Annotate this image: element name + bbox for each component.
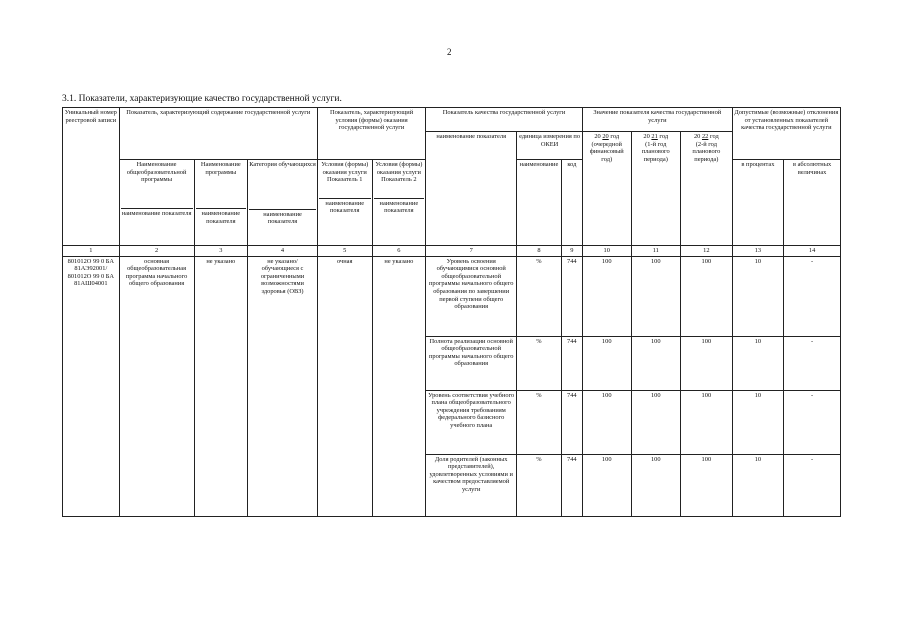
header-col3 — [194, 160, 248, 246]
indicator-abs: - — [784, 390, 841, 454]
header-col4 — [248, 160, 318, 246]
program: основная общеобразовательная программа начального общего образования — [119, 256, 194, 516]
column-numbers-row — [63, 246, 841, 257]
header-pct: в процентах — [732, 160, 784, 246]
indicator-unit: % — [517, 256, 562, 336]
year3-note: (2-й год планового периода) — [692, 140, 721, 163]
header-col6 — [372, 160, 426, 246]
section-title: 3.1. Показатели, характеризующие качество государственной услуги. — [62, 94, 342, 104]
indicator-code: 744 — [561, 390, 582, 454]
quality-indicators-table — [62, 107, 841, 517]
indicator-y1: 100 — [582, 336, 631, 390]
col-num-6: 6 — [372, 246, 426, 257]
year3-prefix: 20 — [693, 133, 701, 140]
header-conditions-indicator: Показатель, характеризующий условия (формы) оказания государственной услуги — [317, 108, 425, 160]
col-num-9: 9 — [561, 246, 582, 257]
header-year-1 — [582, 132, 631, 246]
indicator-name: Уровень освоения обучающимися основной общеобразовательной программы начального общего образования по завершении первой ступени общего образования — [426, 256, 517, 336]
header-year-3 — [681, 132, 733, 246]
col3-sub: наименование показателя — [196, 208, 247, 225]
year1-note: (очередной финансовый год) — [589, 140, 624, 163]
indicator-name: Полнота реализации основной общеобразовательной программы начального общего образования — [426, 336, 517, 390]
page-number: 2 — [447, 47, 452, 57]
header-deviations: Допустимые (возможные) отклонения от установленных показателей качества государственной услуги — [732, 108, 840, 160]
header-quality-indicator: Показатель качества государственной услуги — [426, 108, 583, 132]
indicator-y1: 100 — [582, 256, 631, 336]
year1-value: 20 — [602, 133, 609, 140]
year2-value: 21 — [651, 133, 658, 140]
indicator-pct: 10 — [732, 390, 784, 454]
year2-prefix: 20 — [643, 133, 650, 140]
indicator-pct: 10 — [732, 336, 784, 390]
year3-suffix: год — [709, 133, 719, 140]
header-unique-number: Уникальный номер реестровой записи — [63, 108, 120, 246]
indicator-y2: 100 — [631, 390, 681, 454]
col-num-7: 7 — [426, 246, 517, 257]
indicator-y1: 100 — [582, 454, 631, 516]
indicator-code: 744 — [561, 454, 582, 516]
col3-label: Наименование программы — [200, 161, 241, 176]
program-name: не указано — [194, 256, 248, 516]
indicator-abs: - — [784, 336, 841, 390]
form-1: очная — [317, 256, 372, 516]
indicator-y2: 100 — [631, 256, 681, 336]
indicator-y1: 100 — [582, 390, 631, 454]
header-unit-code: код — [561, 160, 582, 246]
indicator-name: Уровень соответствия учебного плана общеобразовательного учреждения требованиям федерального базисного учебного плана — [426, 390, 517, 454]
form-2: не указано — [372, 256, 426, 516]
indicator-unit: % — [517, 390, 562, 454]
col6-label: Условия (формы) оказания услуги Показатель 2 — [375, 161, 423, 184]
indicator-y3: 100 — [681, 256, 733, 336]
header-abs: в абсолютных величинах — [784, 160, 841, 246]
col6-sub: наименование показателя — [374, 198, 425, 215]
col-num-3: 3 — [194, 246, 248, 257]
indicator-y3: 100 — [681, 454, 733, 516]
indicator-abs: - — [784, 454, 841, 516]
indicator-abs: - — [784, 256, 841, 336]
header-year-2 — [631, 132, 681, 246]
header-unit-okei: единица измерения по ОКЕИ — [517, 132, 583, 160]
col-num-12: 12 — [681, 246, 733, 257]
indicator-code: 744 — [561, 336, 582, 390]
col-num-4: 4 — [248, 246, 318, 257]
year3-value: 22 — [701, 133, 709, 140]
category: не указано/ обучающиеся с ограниченными возможностями здоровья (ОВЗ) — [248, 256, 318, 516]
col-num-5: 5 — [317, 246, 372, 257]
indicator-y2: 100 — [631, 336, 681, 390]
header-quality-value: Значение показателя качества государственной услуги — [582, 108, 732, 132]
indicator-unit: % — [517, 336, 562, 390]
col2-label: Наименование общеобразовательной программы — [126, 161, 187, 184]
header-content-indicator: Показатель, характеризующий содержание государственной услуги — [119, 108, 317, 160]
col-num-13: 13 — [732, 246, 784, 257]
year1-suffix: год — [610, 133, 620, 140]
registry-number: 801012О 99 0 БА 81АЭ92001/ 801012О 99 0 БА 81АШ04001 — [63, 256, 120, 516]
indicator-name: Доля родителей (законных представителей), удовлетворенных условиями и качеством предоставляемой услуги — [426, 454, 517, 516]
col-num-8: 8 — [517, 246, 562, 257]
col4-sub: наименование показателя — [249, 209, 316, 226]
header-unit-name: наименование — [517, 160, 562, 246]
indicator-y3: 100 — [681, 336, 733, 390]
indicator-unit: % — [517, 454, 562, 516]
col-num-2: 2 — [119, 246, 194, 257]
indicator-pct: 10 — [732, 256, 784, 336]
header-col2 — [119, 160, 194, 246]
col-num-14: 14 — [784, 246, 841, 257]
header-indicator-name: наименование показателя — [426, 132, 517, 246]
indicator-y2: 100 — [631, 454, 681, 516]
col-num-11: 11 — [631, 246, 681, 257]
col5-sub: наименование показателя — [319, 198, 371, 215]
col-num-10: 10 — [582, 246, 631, 257]
year2-note: (1-й год планового периода) — [641, 140, 670, 163]
indicator-pct: 10 — [732, 454, 784, 516]
table-row — [63, 256, 841, 336]
year2-suffix: год — [659, 133, 669, 140]
year1-prefix: 20 — [594, 133, 601, 140]
col5-label: Условия (формы) оказания услуги Показатель 1 — [321, 161, 369, 184]
header-col5 — [317, 160, 372, 246]
indicator-code: 744 — [561, 256, 582, 336]
indicator-y3: 100 — [681, 390, 733, 454]
col4-label: Категория обучающихся — [249, 161, 316, 168]
col-num-1: 1 — [63, 246, 120, 257]
col2-sub: наименование показателя — [121, 209, 192, 217]
